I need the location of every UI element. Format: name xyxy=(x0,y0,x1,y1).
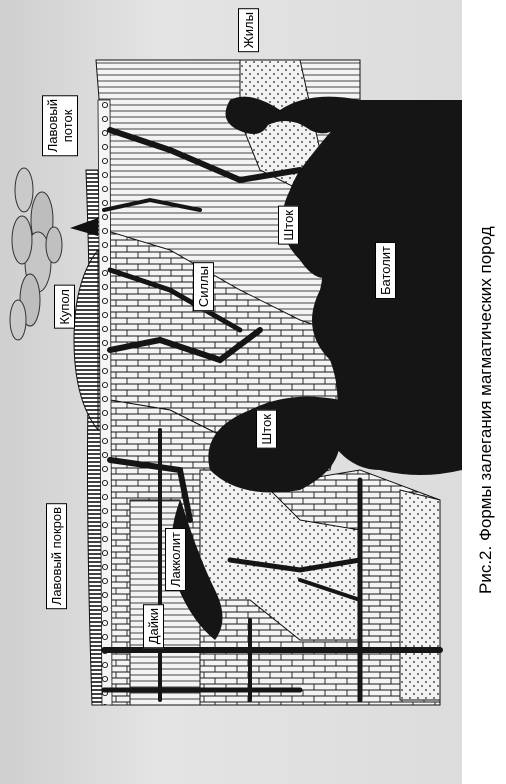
label-lava-flow: Лавовый поток xyxy=(42,95,78,156)
label-stock-upper: Шток xyxy=(278,206,299,245)
volcano-vent xyxy=(70,218,98,236)
label-batholith: Батолит xyxy=(375,242,396,299)
label-dikes: Дайки xyxy=(143,604,164,648)
label-veins: Жилы xyxy=(238,8,259,52)
dome-shape xyxy=(74,250,98,430)
label-dome: Купол xyxy=(54,285,75,329)
label-sills: Силлы xyxy=(193,262,214,311)
label-laccolith: Лакколит xyxy=(165,528,186,591)
surface-layer xyxy=(70,100,112,705)
label-lava-sheet: Лавовый покров xyxy=(46,503,67,609)
label-stock-lower: Шток xyxy=(256,410,277,449)
figure-caption: Рис.2. Формы залегания магматических пород xyxy=(476,226,495,594)
strata-dotted-band-c xyxy=(400,490,440,700)
